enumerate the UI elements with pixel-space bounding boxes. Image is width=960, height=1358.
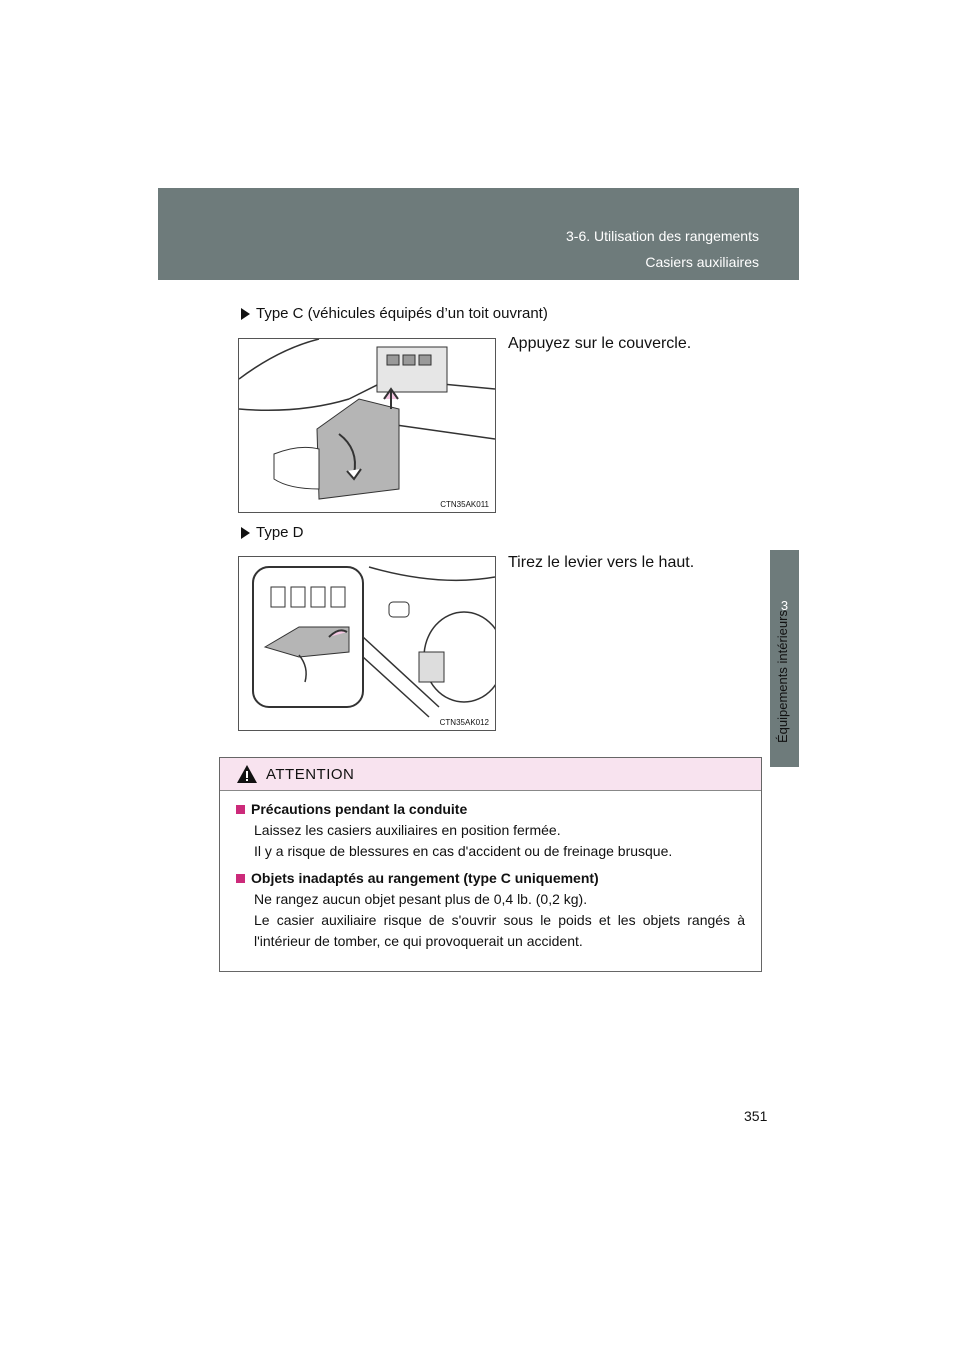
warning-header <box>220 758 761 791</box>
item-heading-text: Type D <box>256 524 304 541</box>
warning-triangle-icon <box>236 764 258 784</box>
item-heading <box>241 524 304 541</box>
subsection-title: Casiers auxiliaires <box>645 254 759 270</box>
warning-body <box>220 791 761 952</box>
warning-box <box>219 757 762 972</box>
figure-code: CTN35AK012 <box>439 718 489 727</box>
warning-label: ATTENTION <box>266 765 355 783</box>
arrow-right-icon <box>241 308 250 320</box>
figure-type-c <box>238 338 496 513</box>
header-band <box>158 188 799 280</box>
chapter-label: Équipements intérieurs <box>775 610 790 743</box>
arrow-right-icon <box>241 527 250 539</box>
warning-section <box>236 799 745 862</box>
warning-section-text: Ne rangez aucun objet pesant plus de 0,4 lb. (0,2 kg). Le casier auxiliaire risque de s'ouvrir sous le poids et les objets rangés à l'intérieur de tomber, ce qui provoquerait un accident. <box>254 891 745 949</box>
section-title: 3-6. Utilisation des rangements <box>566 228 759 244</box>
warning-section <box>236 868 745 952</box>
square-bullet-icon <box>236 874 245 883</box>
overhead-console-illustration <box>239 339 495 512</box>
item-instruction: Tirez le levier vers le haut. <box>508 554 695 571</box>
chapter-number: 3 <box>780 598 789 613</box>
page-number: 351 <box>744 1108 768 1124</box>
warning-section-heading <box>236 868 745 889</box>
warning-section-title: Objets inadaptés au rangement (type C uniquement) <box>251 870 599 886</box>
warning-section-text: Laissez les casiers auxiliaires en position fermée. Il y a risque de blessures en cas d'accident ou de freinage brusque. <box>254 822 673 859</box>
warning-section-heading <box>236 799 745 820</box>
item-instruction: Appuyez sur le couvercle. <box>508 335 692 352</box>
figure-code: CTN35AK011 <box>440 500 489 509</box>
figure-type-d <box>238 556 496 731</box>
warning-section-title: Précautions pendant la conduite <box>251 801 468 817</box>
item-heading <box>241 305 548 322</box>
dashboard-lever-illustration <box>239 557 495 730</box>
square-bullet-icon <box>236 805 245 814</box>
item-heading-text: Type C (véhicules équipés d’un toit ouvrant) <box>256 305 548 322</box>
